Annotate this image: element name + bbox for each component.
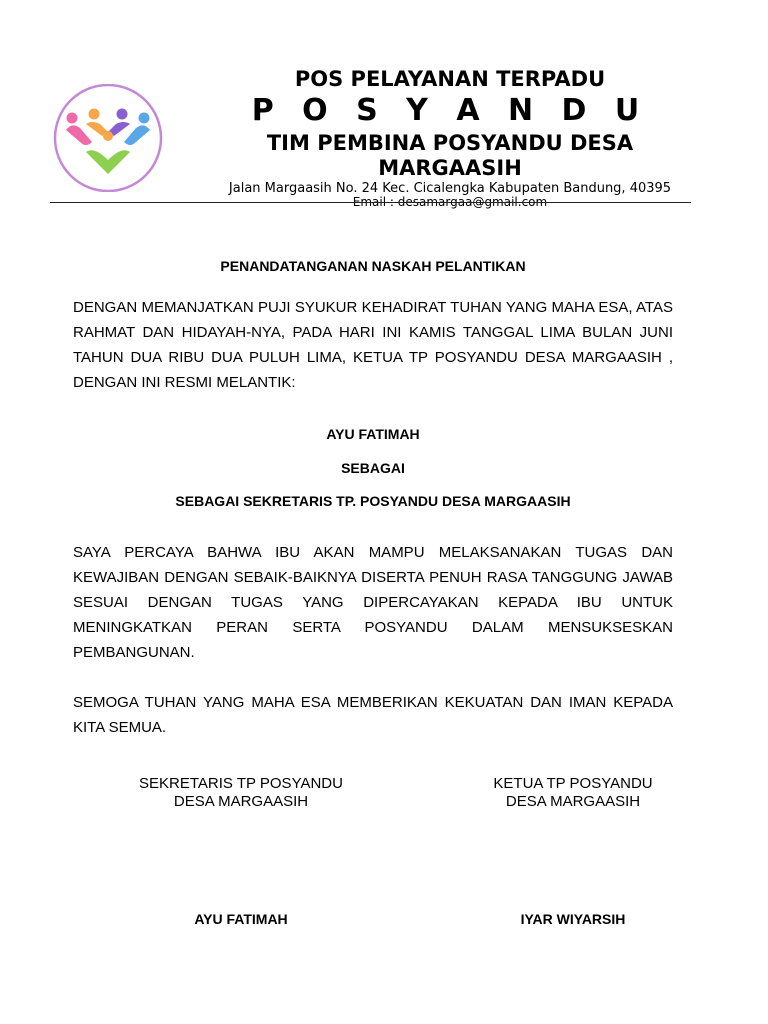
signature-right-title-1: KETUA TP POSYANDU	[493, 775, 653, 792]
document-title: PENANDATANGANAN NASKAH PELANTIKAN	[220, 258, 526, 274]
header-line-2: P O S Y A N D U	[251, 93, 649, 128]
signature-right-title-2: DESA MARGAASIH	[505, 793, 641, 810]
paragraph-closing: SEMOGA TUHAN YANG MAHA ESA MEMBERIKAN KEKUATAN DAN IMAN KEPADA KITA SEMUA.	[73, 694, 673, 736]
header-line-1: POS PELAYANAN TERPADU	[294, 67, 606, 91]
header-divider	[50, 202, 691, 203]
posyandu-logo	[52, 84, 164, 192]
signature-left-title	[121, 775, 361, 811]
appointee-name: AYU FATIMAH	[326, 426, 420, 442]
signature-left-title-1: SEKRETARIS TP POSYANDU	[139, 775, 343, 792]
signature-right-name: IYAR WIYARSIH	[520, 911, 626, 927]
header-address: Jalan Margaasih No. 24 Kec. Cicalengka Kabupaten Bandung, 40395	[228, 181, 672, 196]
appointee-role: SEBAGAI SEKRETARIS TP. POSYANDU DESA MARGAASIH	[175, 493, 571, 509]
signature-left-title-2: DESA MARGAASIH	[173, 793, 309, 810]
paragraph-trust: SAYA PERCAYA BAHWA IBU AKAN MAMPU MELAKSANAKAN TUGAS DAN KEWAJIBAN DENGAN SEBAIK-BAIKNYA DISERTA PENUH RASA TANGGUNG JAWAB SESUAI DENGAN TUGAS YANG DIPERCAYAKAN KEPADA IBU UNTUK MENINGKATKAN PERAN SERTA POSYANDU DALAM MENSUKSESKAN PEMBANGUNAN.	[73, 544, 673, 661]
header-email: Email : desamargaa@gmail.com	[352, 195, 548, 209]
signature-right-title	[453, 775, 693, 811]
as-label: SEBAGAI	[341, 460, 405, 476]
paragraph-opening: DENGAN MEMANJATKAN PUJI SYUKUR KEHADIRAT TUHAN YANG MAHA ESA, ATAS RAHMAT DAN HIDAYAH-NYA, PADA HARI INI KAMIS TANGGAL LIMA BULAN JUNI TAHUN DUA RIBU DUA PULUH LIMA, KETUA TP POSYANDU DESA MARGAASIH , DENGAN INI RESMI MELANTIK:	[73, 299, 673, 391]
signature-left-name: AYU FATIMAH	[194, 911, 288, 927]
header-line-3: TIM PEMBINA POSYANDU DESA MARGAASIH	[266, 131, 634, 180]
